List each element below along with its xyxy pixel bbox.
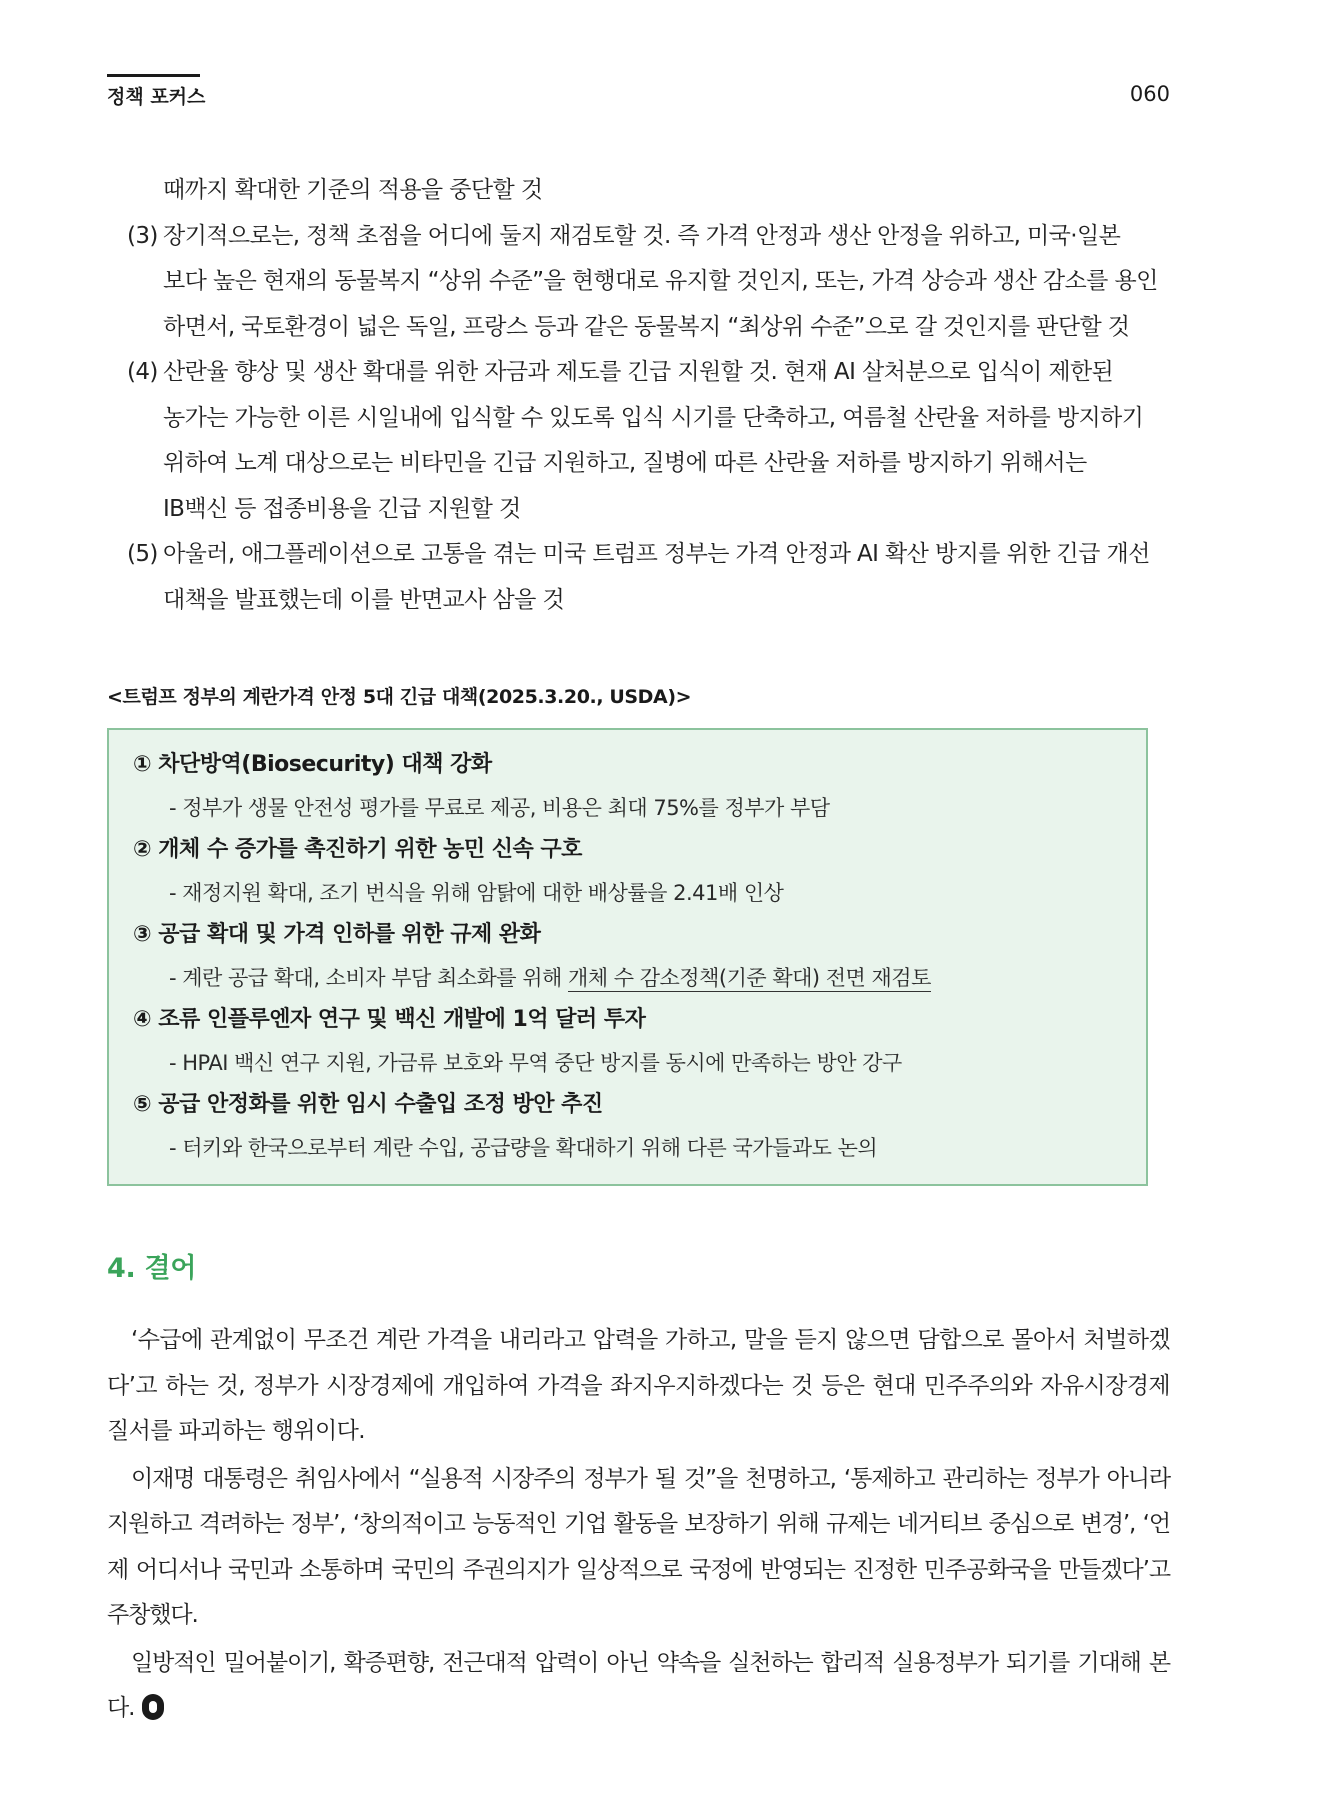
recommendations-list — [107, 168, 1170, 623]
item-number: (3) — [127, 222, 158, 249]
policy-box — [107, 728, 1148, 1186]
policy-box-caption: <트럼프 정부의 계란가격 안정 5대 긴급 대책(2025.3.20., USDA)> — [107, 686, 692, 708]
conclusion-paragraph — [107, 1641, 1170, 1732]
header-rule — [107, 74, 200, 77]
list-item — [107, 532, 1170, 623]
policy-detail: - HPAI 백신 연구 지원, 가금류 보호와 무역 중단 방지를 동시에 만족하는 방안 강구 — [169, 1050, 902, 1075]
conclusion-body — [107, 1318, 1170, 1734]
header-section-label: 정책 포커스 — [107, 86, 206, 108]
policy-heading: ③ 공급 확대 및 가격 인하를 위한 규제 완화 — [133, 922, 541, 947]
policy-detail: - 터키와 한국으로부터 계란 수입, 공급량을 확대하기 위해 다른 국가들과도 논의 — [169, 1135, 878, 1160]
policy-item — [133, 914, 1146, 999]
item-line: 장기적으로는, 정책 초점을 어디에 둘지 재검토할 것. 즉 가격 안정과 생산 안정을 위하고, 미국·일본 — [163, 222, 1121, 249]
list-item-continuation: 때까지 확대한 기준의 적용을 중단할 것 — [163, 177, 543, 203]
item-number: (4) — [127, 359, 158, 385]
conclusion-paragraph: ‘수급에 관계없이 무조건 계란 가격을 내리라고 압력을 가하고, 말을 듣지 않으면 담합으로 몰아서 처벌하겠다’고 하는 것, 정부가 시장경제에 개입하여 가격을 좌지우지하겠다는 것 등은 현대 민주주의와 자유시장경제질서를 파괴하는 행위이다. — [107, 1327, 1170, 1444]
item-line: 농가는 가능한 이른 시일내에 입식할 수 있도록 입식 시기를 단축하고, 여름철 산란율 저하를 방지하기 — [163, 404, 1144, 431]
item-line: 보다 높은 현재의 동물복지 “상위 수준”을 현행대로 유지할 것인지, 또는, 가격 상승과 생산 감소를 용인 — [163, 268, 1158, 294]
policy-heading: ⑤ 공급 안정화를 위한 임시 수출입 조정 방안 추진 — [133, 1092, 603, 1117]
item-line: 위하여 노계 대상으로는 비타민을 긴급 지원하고, 질병에 따른 산란율 저하를 방지하기 위해서는 — [163, 450, 1087, 476]
policy-heading: ④ 조류 인플루엔자 연구 및 백신 개발에 1억 달러 투자 — [133, 1007, 646, 1032]
policy-item — [133, 829, 1146, 914]
list-item — [107, 350, 1170, 532]
policy-heading: ① 차단방역(Biosecurity) 대책 강화 — [133, 752, 492, 777]
item-line: 산란율 향상 및 생산 확대를 위한 자금과 제도를 긴급 지원할 것. 현재 AI 살처분으로 입식이 제한된 — [163, 359, 1114, 385]
conclusion-last-text: 일방적인 밀어붙이기, 확증편향, 전근대적 압력이 아닌 약속을 실천하는 합리적 실용정부가 되기를 기대해 본다. — [107, 1649, 1170, 1721]
policy-detail: - 정부가 생물 안전성 평가를 무료로 제공, 비용은 최대 75%를 정부가 부담 — [169, 795, 830, 820]
item-line: 아울러, 애그플레이션으로 고통을 겪는 미국 트럼프 정부는 가격 안정과 AI 확산 방지를 위한 긴급 개선 — [163, 541, 1150, 567]
policy-item — [133, 744, 1146, 829]
conclusion-paragraph: 이재명 대통령은 취임사에서 “실용적 시장주의 정부가 될 것”을 천명하고, ‘통제하고 관리하는 정부가 아니라 지원하고 격려하는 정부’, ‘창의적이고 능동적인 기업 활동을 보장하기 위해 규제는 네거티브 중심으로 변경’, ‘언제 어디서나 국민과 소통하며 국민의 주권의지가 일상적으로 국정에 반영되는 진정한 민주공화국을 만들겠다’고 주창했다. — [107, 1465, 1170, 1628]
page-number: 060 — [1129, 82, 1170, 106]
item-line: IB백신 등 접종비용을 긴급 지원할 것 — [163, 495, 521, 522]
item-number: (5) — [127, 541, 158, 567]
policy-heading: ② 개체 수 증가를 촉진하기 위한 농민 신속 구호 — [133, 837, 582, 862]
policy-detail-text: - 계란 공급 확대, 소비자 부담 최소화를 위해 — [169, 965, 569, 990]
list-item — [107, 214, 1170, 351]
policy-item — [133, 1084, 1146, 1169]
section-title: 4. 결어 — [107, 1253, 197, 1284]
policy-item — [133, 999, 1146, 1084]
end-mark-icon — [142, 1694, 164, 1720]
policy-detail: - 재정지원 확대, 조기 번식을 위해 암탉에 대한 배상률을 2.41배 인상 — [169, 880, 784, 905]
policy-detail — [133, 957, 1146, 1000]
item-line: 대책을 발표했는데 이를 반면교사 삼을 것 — [163, 586, 565, 613]
item-line: 하면서, 국토환경이 넓은 독일, 프랑스 등과 같은 동물복지 “최상위 수준”으로 갈 것인지를 판단할 것 — [163, 313, 1130, 340]
policy-detail-underlined: 개체 수 감소정책(기준 확대) 전면 재검토 — [568, 965, 931, 990]
